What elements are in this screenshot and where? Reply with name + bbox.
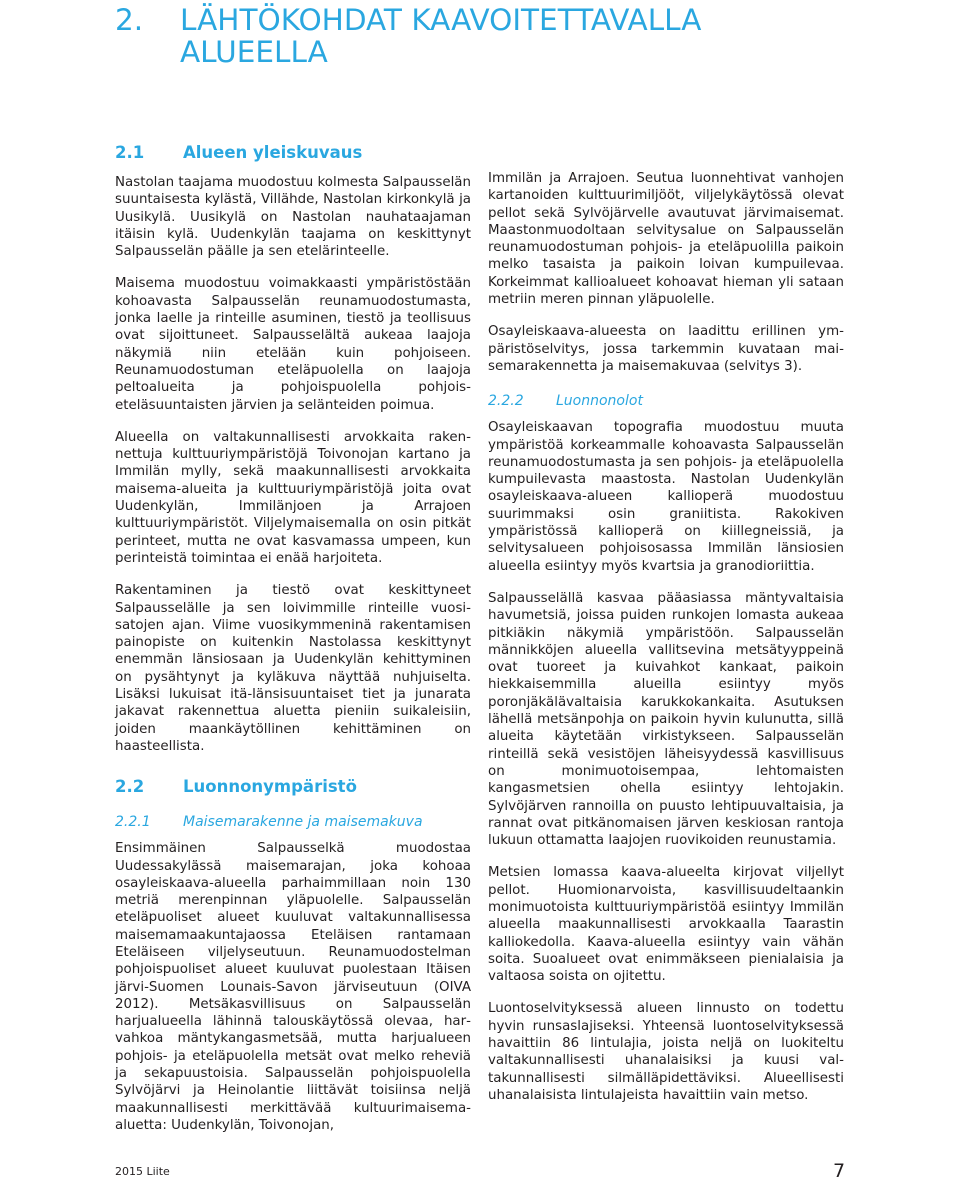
subsection-number: 2.2.1	[115, 814, 151, 831]
paragraph: Alueella on valtakunnallisesti arvokkaita rakennettuja kulttuuriympäristöjä Toivonojan kartano ja Immilän mylly, sekä maakunnallisesti arvokkaita maisema-alueita ja kulttuuriympäristöjä joita ovat Uudenkylän, Immilänjoen ja Arrajoen kulttuuriympäristöt. Viljelymaisemalla on osin pitkät perinteet, mutta ne ovat kasvamassa umpeen, kun perinteistä toimintaa ei enää harjoiteta.	[115, 429, 471, 566]
chapter-title-line2: ALUEELLA	[180, 35, 328, 69]
subsection-number: 2.2.2	[488, 393, 524, 410]
section-title: Alueen yleiskuvaus	[183, 143, 363, 162]
section-heading-2-1	[115, 143, 471, 162]
left-column	[115, 143, 471, 1149]
paragraph: Immilän ja Arrajoen. Seutua luonnehtivat vanhojen kartanoiden kulttuurimiljööt, viljelykäytössä olevat pellot sekä Sylvöjärvelle avautuvat järvimaisemat. Maastonmuodoltaan selvitysalue on Salpausselän reunamuodostuman pohjois- ja eteläpuolilla paikoin melko tasaista ja paikoin loivan kumpuilevaa. Korkeimmat kallioalueet kohoavat hieman yli sataan metriin meren pinnan yläpuolelle.	[488, 171, 844, 308]
paragraph: Osayleiskaavan topografia muodostuu muuta ympäristöä korkeammalle kohoavasta Salpausselän reunamuodostumasta ja sen pohjois- ja eteläpuolella kumpuilevasta maastosta. Nastolan Uudenkylän osayleiskaava-alueen kallioperä muodostuu suurimmaksi osin graniitista. Rakokiven ympäristössä kallioperä on kiillegneissiä, ja selvitysalueen pohjoisosassa Immilän länsiosien alueella esiintyy myös kvartsia ja granodioriittia.	[488, 420, 844, 574]
paragraph: Nastolan taajama muodostuu kolmesta Salpausselän suuntaisesta kylästä, Villähde, Nastolan kirkonkylä ja Uusikylä. Uusikylä on Nastolan nauhataajaman itäisin kylä. Uudenkylän taajama on keskittynyt Salpausselän päälle ja sen etelärinteelle.	[115, 175, 471, 260]
chapter-heading	[115, 4, 835, 68]
chapter-title-line1: LÄHTÖKOHDAT KAAVOITETTAVALLA	[180, 3, 702, 37]
paragraph: Salpausselällä kasvaa pääasiassa mäntyvaltaisia havumetsiä, joissa puiden runkojen lomasta aukeaa pitkiäkin näkymiä ympäristöön. Salpausselän männikköjen alueella vallitsevina metsätyyppeinä ovat tuoreet ja kuivahkot kankaat, paikoin hiekkaisemmilla alueilla esiintyy myös poronjäkälävaltaisia karukkokankaita. Asutuksen lähellä metsänpohja on paikoin hyvin kulunutta, sillä alueita käytetään virkistykseen. Salpausselän rinteillä sekä vesistöjen läheisyydessä kasvillisuus on monimuotoisempaa, lehtomaisten kangasmetsien ohella esiintyy lehtojakin. Sylvöjärven rannoilla on puusto lehtipuuvaltaisia, ja rannat ovat pitkänomaisen järven keskiosan rantoja lukuun ottamatta laajojen ruovikoiden reunustamia.	[488, 590, 844, 849]
paragraph: Osayleiskaava-alueesta on laadittu erillinen ympäristöselvitys, jossa tarkemmin kuvataan maisemarakennetta ja maisemakuvaa (selvitys 3).	[488, 324, 844, 374]
paragraph: Metsien lomassa kaava-alueelta kirjovat viljellyt pellot. Huomionarvoista, kasvillisuudeltaankin monimuotoista kulttuuriympäristöä esiintyy Immilän alueella maakunnallisesti arvokkaalla Taarastin kalliokedolla. Kaava-alueella esiintyy vain vähän soita. Suoalueet ovat enimmäkseen pienialaisia ja valtaosa soista on ojitettu.	[488, 865, 844, 985]
paragraph: Maisema muodostuu voimakkaasti ympäristöstään kohoavasta Salpausselän reunamuodostumasta, jonka laelle ja rinteille asuminen, tiestö ja teollisuus ovat sijoittuneet. Salpausselältä aukeaa laajoja näkymiä niin etelään kuin pohjoiseen. Reunamuodostuman eteläpuolella on laajoja peltoalueita ja pohjoispuolella pohjois-eteläsuuntaisten järvien ja selänteiden poimua.	[115, 276, 471, 413]
footer-label: 2015 Liite	[115, 1165, 170, 1178]
subsection-heading-2-2-2	[488, 393, 844, 409]
chapter-number: 2.	[115, 3, 144, 37]
subsection-heading-2-2-1	[115, 814, 471, 830]
page-number: 7	[833, 1160, 846, 1182]
section-heading-2-2	[115, 777, 471, 796]
paragraph: Luontoselvityksessä alueen linnusto on todettu hyvin runsaslajiseksi. Yhteensä luontoselvityksessä havaittiin 86 lintulajia, joista neljä on luokiteltu valtakunnallisesti uhanalaisiksi ja kuusi valtakunnallisesti silmälläpidettäviksi. Alueellisesti uhanalaisista lintulajeista havaittiin vain metso.	[488, 1001, 844, 1103]
subsection-title: Maisemarakenne ja maisemakuva	[183, 814, 423, 831]
right-column	[488, 170, 844, 1119]
section-number: 2.2	[115, 777, 145, 797]
section-number: 2.1	[115, 143, 145, 162]
subsection-title: Luonnonolot	[556, 393, 643, 410]
paragraph: Ensimmäinen Salpausselkä muodostaa Uudessakylässä maisemarajan, joka kohoaa osayleiskaava-alueella parhaimmillaan noin 130 metriä merenpinnan yläpuolelle. Salpausselän eteläpuoliset alueet kuuluvat valtakunnallisessa maisemamaakuntajaossa Eteläisen rantamaan Eteläiseen viljelyseutuun. Reunamuodostelman pohjoispuoliset alueet kuuluvat puolestaan Itäisen järvi-Suomen Lounais-Savon järviseutuun (OIVA 2012). Metsäkasvillisuus on Salpausselän harjualueella lähinnä talouskäytössä olevaa, harvahkoa mäntykangasmetsää, mutta harjualueen pohjois- ja eteläpuolella metsät ovat melko reheviä ja sekapuustoisia. Salpausselän pohjoispuolella Sylvöjärvi ja Heinolantie liittävät toisiinsa neljä maakunnallisesti merkittävää kultuurimaisema-aluetta: Uudenkylän, Toivonojan,	[115, 841, 471, 1133]
section-title: Luonnonympäristö	[183, 777, 357, 797]
paragraph: Rakentaminen ja tiestö ovat keskittyneet Salpausselälle ja sen loivimmille rinteille vuosisatojen ajan. Viime vuosikymmeninä rakentamisen painopiste on kuitenkin Nastolassa keskittynyt enemmän länsiosaan ja Uudenkylän kehittyminen on pysähtynyt ja kyläkuva näyttää nuhjuiselta. Lisäksi lukuisat itä-länsisuuntaiset tiet ja junarata jakavat rakennettua aluetta pieniin suikaleisiin, joiden maankäytöllinen kehittäminen on haasteellista.	[115, 583, 471, 754]
